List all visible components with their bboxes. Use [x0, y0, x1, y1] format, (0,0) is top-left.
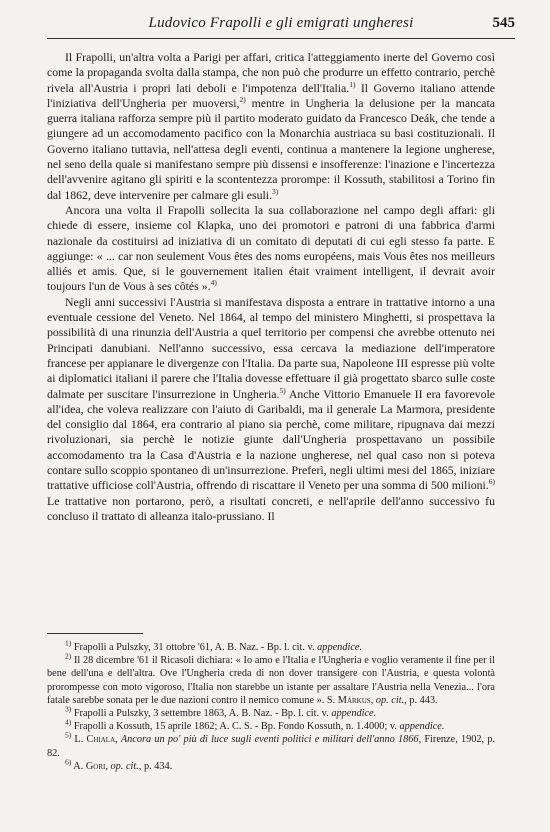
footnote-5: [47, 733, 495, 759]
footnote-text: ,: [105, 760, 111, 772]
footnote-text: , p. 443.: [404, 694, 438, 706]
footnote-italic: op. cit.: [375, 694, 405, 706]
body-text: [47, 50, 495, 524]
p2-text-a: Ancora una volta il Frapolli sollecita la sua collaborazione nel campo degli affari: gli chiede di essere, insieme col Klapka, uno dei promotori e patroni di una fabbrica d'armi nazionale da costituirsi ad iniziativa di un comitato di deputati di cui egli stesso fa parte. E aggiunge: « ... car non seulement Vous êtes des noms européens, mais Vous êtes nos meilleurs alliés et amis. Que, si le gouvernement italien était vraiment intelligent, il devrait avoir toujours l'un de Vous à ses côtés ».: [47, 202, 495, 294]
footnote-italic: appendice.: [317, 642, 363, 653]
footnote-4: [47, 717, 495, 733]
header-rule: [47, 38, 515, 39]
running-title: Ludovico Frapolli e gli emigrati ungheresi: [148, 15, 414, 31]
footnote-text: ,: [370, 694, 376, 706]
footnote-number: 1): [65, 638, 72, 648]
footnote-number: 2): [65, 651, 72, 661]
paragraph-2: [47, 203, 495, 295]
footnote-ref-1: 1): [349, 79, 356, 89]
page-number: 545: [492, 15, 515, 31]
footnote-text: Frapolli a Pulszky, 3 settembre 1863, A. B. Naz. - Bp. l. cit. v.: [71, 708, 332, 720]
footnote-italic: appendice.: [399, 721, 445, 733]
footnote-rule: [47, 633, 143, 634]
footnote-ref-2: 2): [239, 94, 246, 104]
paragraph-3: [47, 295, 495, 524]
p3-text-a: Negli anni successivi l'Austria si manifestava disposta a entrare in trattative intorno a una eventuale cessione del Veneto. Nel 1864, al tempo del ministero Minghetti, si prospettava la possibilità di una rinunzia dell'Austria a quel territorio per compensi che avrebbe ottenuto nei Principati danubiani. Nell'anno successivo, essa cercava la mediazione dell'imperatore francese per appianare le divergenze con l'Italia. Da parte sua, Napoleone III espresse più volte ai diplomatici italiani il parere che l'Italia dovesse effettuare il già progettato sbarco sulle coste dalmate per suscitare l'insurrezione in Ungheria.: [47, 294, 496, 401]
p1-text-a: Il Frapolli, un'altra volta a Parigi per affari, critica l'atteggiamento inerte del Governo così come la propaganda svolta dalla stampa, che non può che produrre un effetto contrario, perchè rivela all'Austria i propri lati deboli e l'impotenza dell'Italia.: [47, 50, 495, 95]
footnote-ref-6: 6): [488, 477, 495, 487]
footnote-text: Il 28 dicembre '61 il Ricasoli dichiara: « Io amo e l'Italia e l'Ungheria e voglio veramente il fine per il bene dell'una e dell'altra. Ove l'Ungheria creda di non dover transigere con l'Austria, e questa volontà prorompesse con moto vigoroso, l'Italia non starebbe un istante per assaltare l'Austria nella Venezia... l'ora fatale sarebbe sonata per le due nazioni contro il nemico comune ». S.: [47, 655, 495, 706]
footnote-number: 5): [65, 731, 72, 740]
p3-text-b: Anche Vittorio Emanuele II era favorevole all'idea, che voleva realizzare con l'aiuto di Garibaldi, ma il generale La Marmora, presidente del consiglio dal 1864, era contrario al piano sia perchè, come militare, ripugnava dai mezzi rivoluzionari, sia perchè le notizie giunte dall'Ungheria prospettavano un possibile accomodamento tra la Casa d'Austria e la nazione ungherese, nel qual caso non si poteva contare sullo scoppio spontaneo di un'insurrezione. Preferì, negli ultimi mesi del 1865, iniziare trattative ufficiose coll'Austria, offrendo di riscattare il Veneto per una somma di 500 milioni.: [47, 386, 495, 493]
footnote-text: A.: [71, 760, 86, 772]
paragraph-1: [47, 50, 495, 203]
footnote-author: Chiala: [86, 734, 116, 746]
footnote-italic: appendice.: [331, 708, 377, 720]
footnote-author: Márkus: [337, 694, 371, 706]
footnote-author: Gori: [85, 760, 106, 772]
footnote-italic: Ancora un po' più di luce sugli eventi politici e militari dell'anno 1866: [120, 734, 419, 746]
footnote-2: [47, 651, 495, 707]
p1-text-c: mentre in Ungheria la delusione per la mancata guerra italiana rafforza sempre più il partito moderato guidato da Francesco Deák, che tende a giungere ad un accomodamento pacifico con la Monarchia austriaca su basi costituzionali. Il Governo italiano tuttavia, nell'attesa degli eventi, continua a mantenere la legione ungherese, nel seno della quale si manifestano sempre più dissensi e insofferenze: l'inazione e l'incertezza dell'avvenire agitano gli spiriti e la scontentezza prorompe: il Kossuth, stabilitosi a Torino fin dal 1862, deve intervenire per calmare gli esuli.: [47, 95, 495, 202]
footnote-3: [47, 704, 495, 720]
footnote-text: Frapolli a Kossuth, 15 aprile 1862; A. C. S. - Bp. Fondo Kossuth, n. 1.4000; v.: [71, 721, 400, 733]
footnote-text: ,: [115, 734, 121, 746]
footnote-number: 4): [65, 717, 72, 727]
footnote-text: L.: [71, 734, 87, 746]
footnote-text: , p. 434.: [138, 760, 173, 772]
footnote-ref-5: 5): [279, 385, 286, 395]
p3-text-c: Le trattative non portarono, però, a risultati concreti, e nell'aprile dell'anno successivo fu concluso il trattato di alleanza italo-prussiano. Il: [47, 493, 495, 523]
footnote-text: , Firenze, 1902, p. 82.: [47, 734, 496, 759]
footnote-6: [47, 757, 495, 773]
footnote-ref-3: 3): [272, 186, 279, 196]
p1-text-b: Il Governo italiano attende l'iniziativa dell'Ungheria per muoversi,: [47, 80, 495, 110]
footnote-text: Frapolli a Pulszky, 31 ottobre '61, A. B. Naz. - Bp. l. cit. v.: [71, 642, 318, 653]
footnote-number: 6): [65, 757, 72, 767]
running-header: [47, 15, 515, 39]
footnote-1: [47, 638, 495, 654]
footnote-italic: op. cit.: [110, 760, 139, 772]
footnote-number: 3): [65, 704, 72, 714]
footnote-ref-4: 4): [210, 278, 217, 288]
footnotes: [47, 638, 496, 773]
